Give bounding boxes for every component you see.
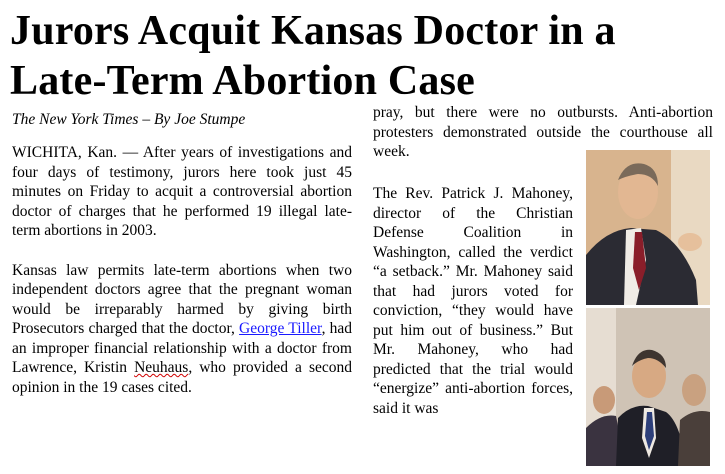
paragraph-wichita: WICHITA, Kan. — After years of investigations and four days of testimony, jurors here took just 45 minutes on Friday to acquit a controversial abortion doctor of charges that he performed 19 illegal late-term abortions in 2003. [12, 144, 352, 239]
photo-portrait-illustration [586, 150, 710, 305]
spellcheck-word: Neuhaus [134, 359, 189, 376]
byline: The New York Times – By Joe Stumpe [12, 111, 246, 128]
paragraph-text: , had an improper financial relationship with a doctor from Lawrence, Kristin [12, 320, 353, 376]
paragraph-text: Kansas law permits late-term abortions when two independent doctors agree that the pregnant woman would be irreparably harmed by giving birth Prosecutors charged that the doctor, [12, 261, 352, 337]
headline: Jurors Acquit Kansas Doctor in a Late-Term Abortion Case [10, 8, 616, 104]
paragraph-mahoney: The Rev. Patrick J. Mahoney, director of the Christian Defense Coalition in Washington, called the verdict “a setback.” Mr. Mahoney said that had jurors voted for conviction, “they would have put him out of business.” But Mr. Mahoney, who had predicted that the trial would “energize” anti-abortion forces, said it was [373, 185, 573, 417]
article-column-right-narrow [373, 184, 573, 418]
paragraph-text: , who provided a second opinion in the 19 cases cited. [12, 359, 352, 396]
george-tiller-link[interactable]: George Tiller [239, 320, 322, 337]
photo-courtroom-group [586, 308, 710, 466]
photo-patrick-mahoney [586, 150, 710, 305]
photo-group-illustration [586, 308, 710, 466]
article-column-left [12, 143, 352, 397]
paragraph-pray: pray, but there were no outbursts. Anti-abortion protesters demonstrated outside the courthouse all week. [373, 104, 713, 160]
paragraph-kansas-law [12, 261, 352, 398]
